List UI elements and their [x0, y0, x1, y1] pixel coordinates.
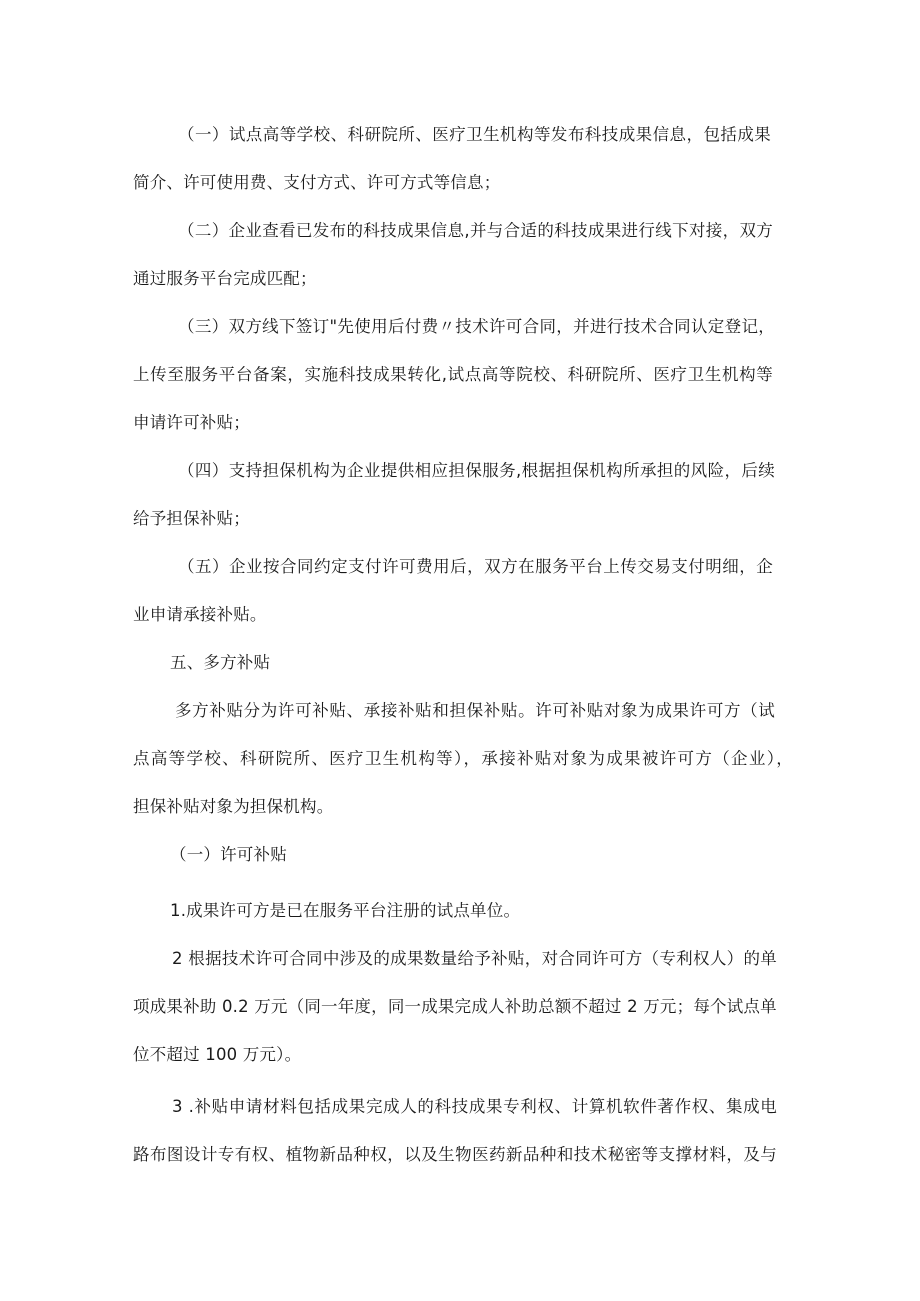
text-line: （五）企业按合同约定支付许可费用后，双方在服务平台上传交易支付明细，企 — [178, 557, 773, 576]
text-line: 1.成果许可方是已在服务平台注册的试点单位。 — [170, 901, 521, 920]
text-line: 2 根据技术许可合同中涉及的成果数量给予补贴，对合同许可方（专利权人）的单 — [172, 949, 777, 968]
text-line: 上传至服务平台备案，实施科技成果转化,试点高等院校、科研院所、医疗卫生机构等 — [133, 365, 773, 384]
text-line: （二）企业查看已发布的科技成果信息,并与合适的科技成果进行线下对接，双方 — [178, 221, 773, 240]
text-line: 多方补贴分为许可补贴、承接补贴和担保补贴。许可补贴对象为成果许可方（试 — [175, 701, 775, 720]
text-line: 3 .补贴申请材料包括成果完成人的科技成果专利权、计算机软件著作权、集成电 — [172, 1097, 777, 1116]
text-line: 申请许可补贴； — [133, 413, 250, 432]
text-line: （四）支持担保机构为企业提供相应担保服务,根据担保机构所承担的风险，后续 — [178, 461, 775, 480]
text-line: （一）试点高等学校、科研院所、医疗卫生机构等发布科技成果信息，包括成果 — [178, 125, 771, 144]
subsection-heading: （一）许可补贴 — [170, 845, 287, 864]
text-line: 简介、许可使用费、支付方式、许可方式等信息； — [133, 173, 501, 192]
text-line: 担保补贴对象为担保机构。 — [133, 797, 334, 816]
text-line: 位不超过 100 万元）。 — [133, 1045, 302, 1064]
text-line: 路布图设计专有权、植物新品种权，以及生物医药新品种和技术秘密等支撑材料，及与 — [133, 1145, 777, 1164]
text-line: 给予担保补贴； — [133, 509, 250, 528]
section-heading: 五、多方补贴 — [170, 653, 271, 672]
text-line: 点高等学校、科研院所、医疗卫生机构等），承接补贴对象为成果被许可方（企业）， — [133, 749, 793, 768]
text-line: 项成果补助 0.2 万元（同一年度，同一成果完成人补助总额不超过 2 万元；每个试点单 — [133, 997, 777, 1016]
text-line: 业申请承接补贴。 — [133, 605, 267, 624]
text-line: 通过服务平台完成匹配； — [133, 269, 317, 288]
text-line: （三）双方线下签订"先使用后付费〃技术许可合同，并进行技术合同认定登记， — [178, 317, 775, 336]
